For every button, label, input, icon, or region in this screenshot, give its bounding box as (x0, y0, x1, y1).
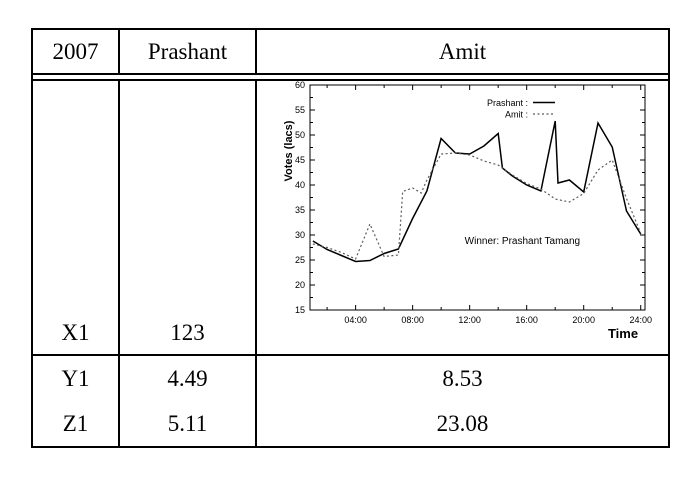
y1-amit-value: 8.53 (442, 365, 483, 391)
header-cell-year: 2007 (33, 30, 120, 73)
x-tick-label: 20:00 (572, 315, 595, 325)
y-tick-label: 15 (294, 305, 305, 315)
x1-value-cell: 123 (120, 81, 257, 354)
header-cell-prashant: Prashant (120, 30, 257, 73)
z1-row (33, 401, 668, 446)
y-tick-label: 45 (294, 155, 305, 165)
x1-row (33, 81, 668, 356)
winner-annotation: Winner: Prashant Tamang (464, 236, 581, 247)
y1-label-cell: Y1 (33, 356, 120, 401)
x1-label-cell: X1 (33, 81, 120, 354)
x-tick-label: 24:00 (629, 315, 652, 325)
y-tick-label: 30 (294, 230, 305, 240)
legend-label-amit: Amit : (504, 109, 528, 120)
y1-row (33, 356, 668, 401)
x-tick-label: 12:00 (458, 315, 481, 325)
y-tick-label: 35 (294, 205, 305, 215)
y-tick-label: 60 (294, 81, 305, 90)
y-tick-label: 55 (294, 105, 305, 115)
y-tick-label: 50 (294, 130, 305, 140)
header-row (33, 30, 668, 75)
yz-block (33, 356, 668, 446)
x-axis-label: Time (607, 326, 639, 341)
x-tick-label: 08:00 (401, 315, 424, 325)
chart-cell (257, 81, 668, 354)
y-tick-label: 40 (294, 180, 305, 190)
x-tick-label: 04:00 (344, 315, 367, 325)
results-table (31, 28, 670, 448)
z1-prashant-value: 5.11 (120, 401, 257, 446)
x-tick-label: 16:00 (515, 315, 538, 325)
plot-box (310, 85, 645, 310)
y-tick-label: 25 (294, 255, 305, 265)
z1-label-cell: Z1 (33, 401, 120, 446)
y-axis-label: Votes (lacs) (283, 120, 295, 182)
votes-chart (257, 81, 668, 354)
y-tick-label: 20 (294, 280, 305, 290)
z1-amit-value: 23.08 (436, 410, 489, 436)
legend-label-prashant: Prashant : (486, 98, 528, 108)
header-cell-amit: Amit (438, 38, 487, 64)
y1-prashant-value: 4.49 (120, 356, 257, 401)
